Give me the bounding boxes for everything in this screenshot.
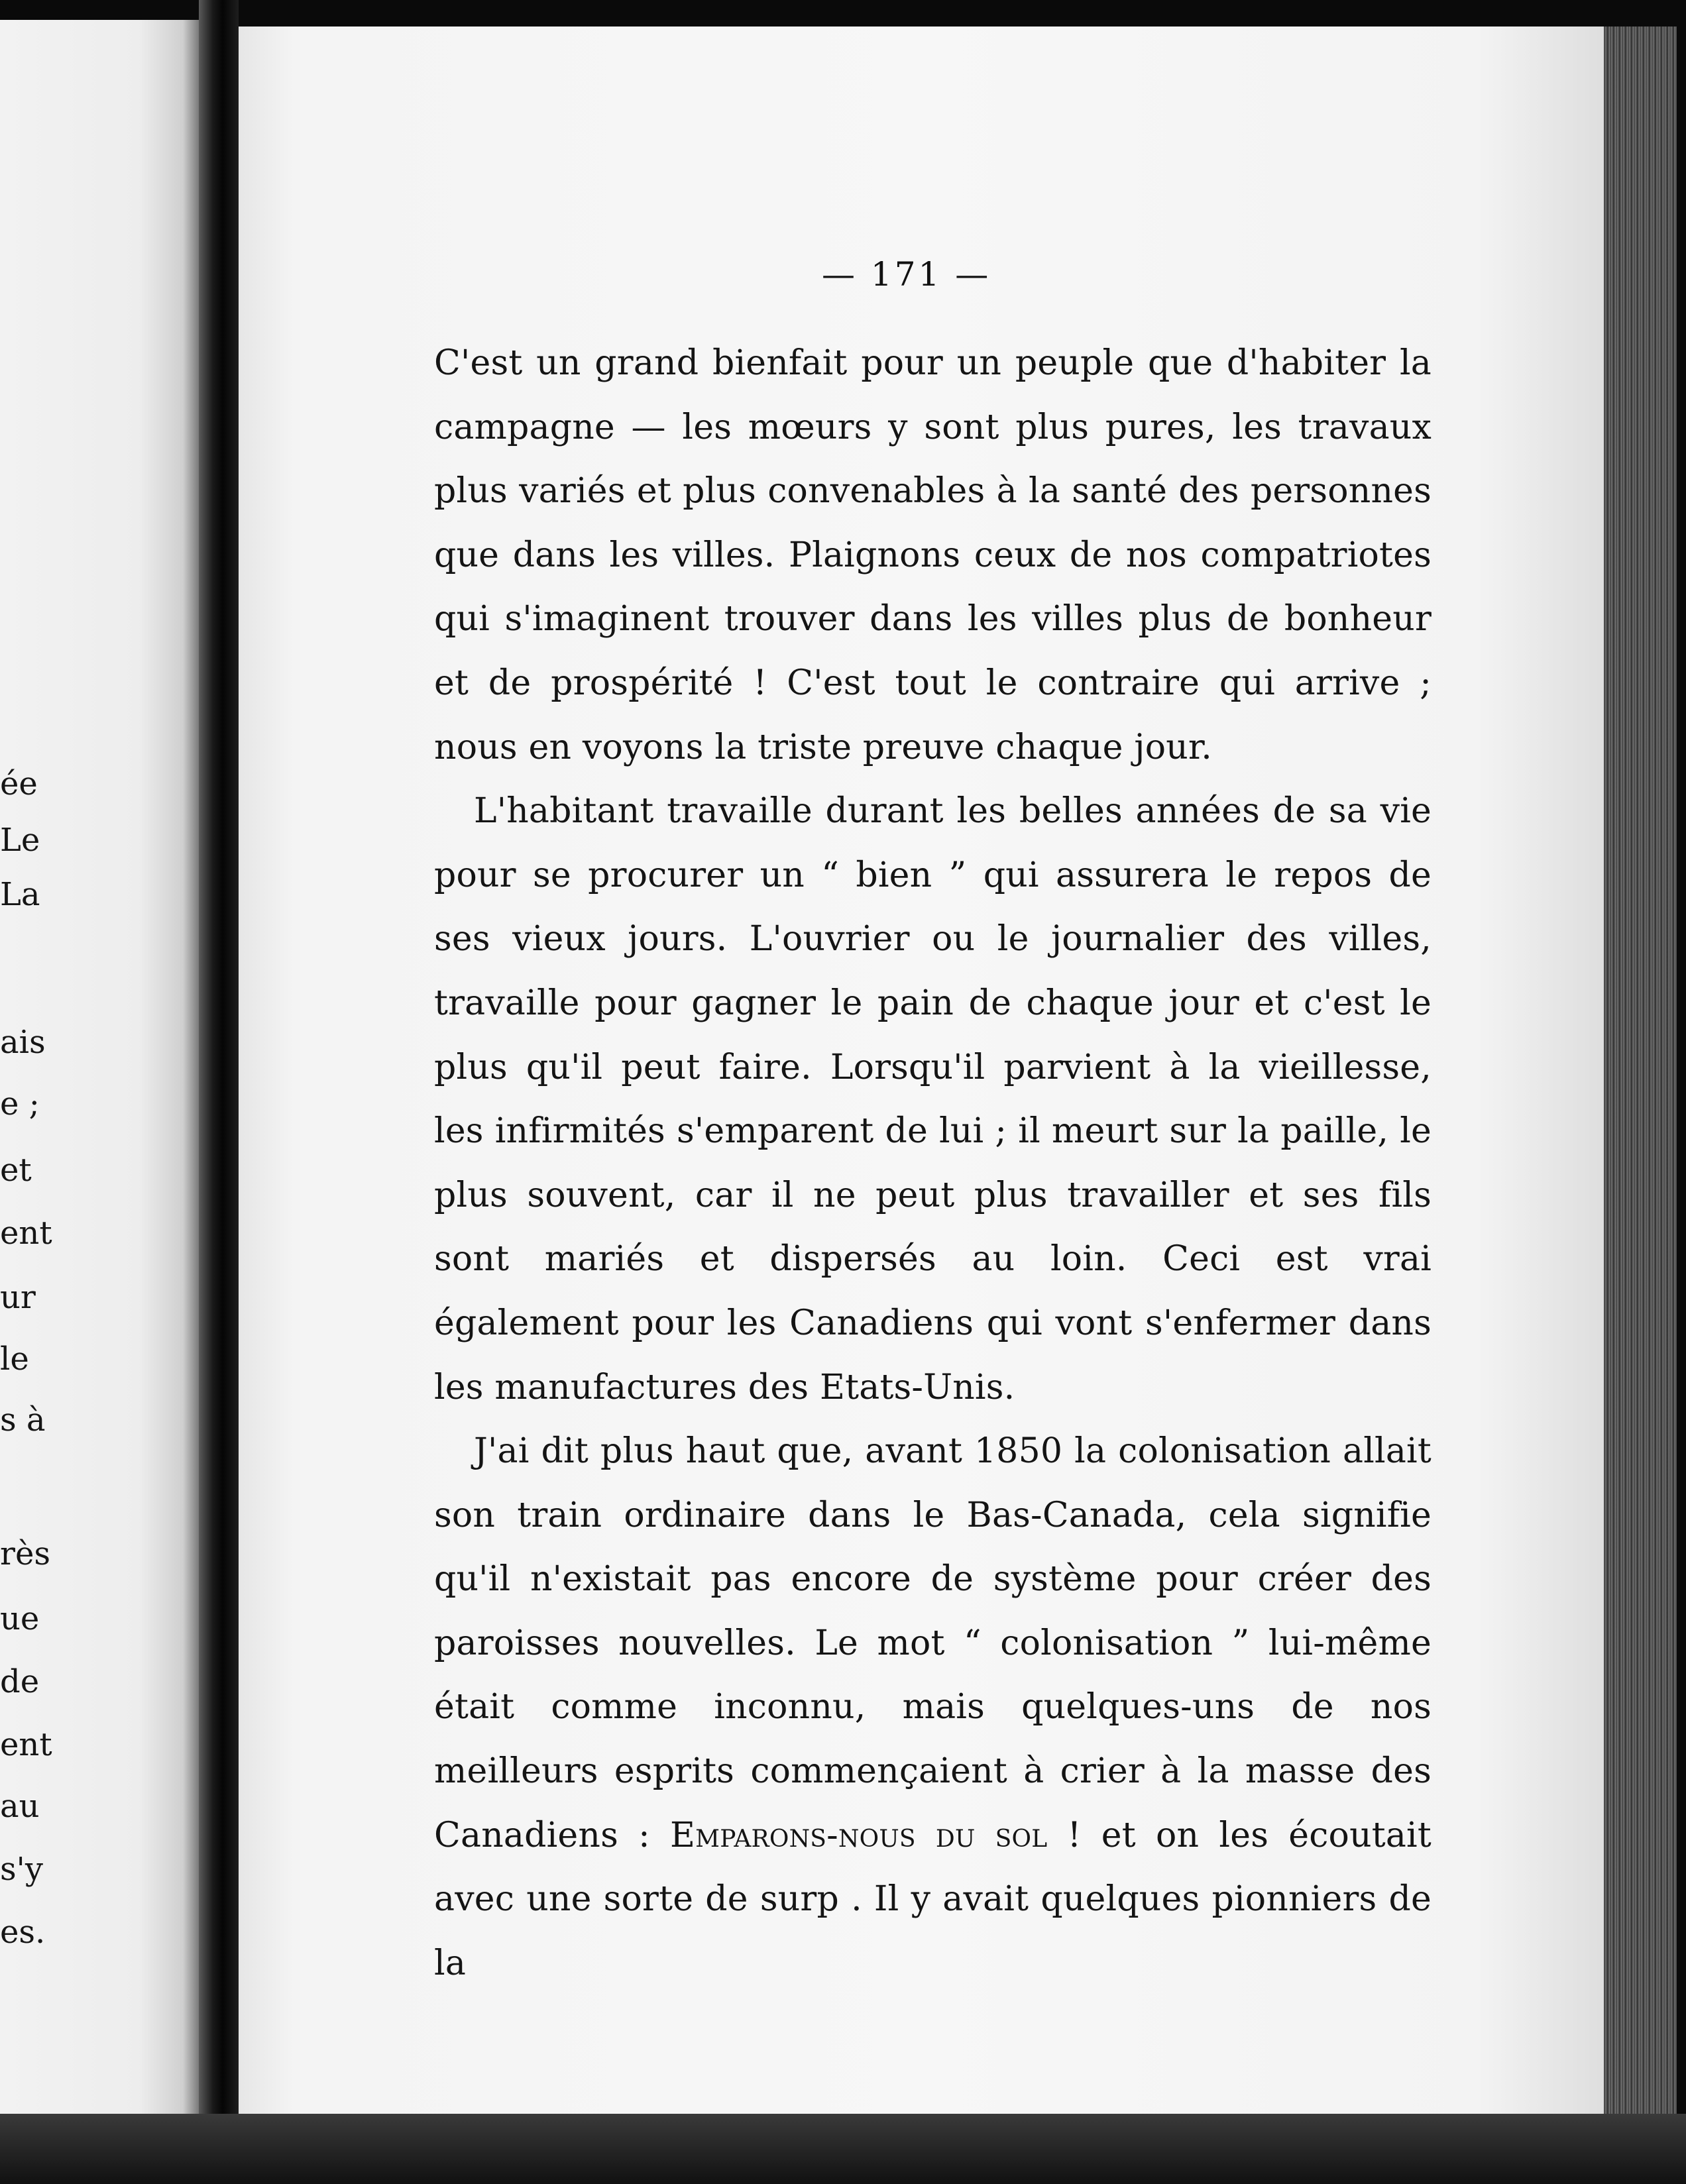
facing-page-fragment: ur [0, 1279, 36, 1316]
facing-page-fragment: Le [0, 822, 40, 859]
paragraph [434, 1419, 1432, 1995]
paragraph: C'est un grand bienfait pour un peuple que d'habiter la campagne — les mœurs y sont plus pures, les travaux plus variés et plus convenables à la santé des personnes que dans les villes. Plaignons ceux de nos compatriotes qui s'imaginent trouver dans les villes plus de bonheur et de prospérité ! C'est tout le contraire qui arrive ; nous en voyons la triste preuve chaque jour. [434, 343, 1432, 767]
facing-page-fragment: au [0, 1788, 40, 1825]
book-gutter [199, 0, 239, 2184]
paragraph-text: J'ai dit plus haut que, avant 1850 la colonisation allait son train ordinaire dans le Bas-Canada, cela signifie qu'il n'existait pas encore de système pour créer des paroisses nouvelles. Le mot “ colonisation ” lui-même était comme inconnu, mais quelques-uns de nos meilleurs esprits commençaient à crier à la masse des Canadiens : [434, 1431, 1432, 1855]
facing-page-fragment: de [0, 1663, 40, 1700]
facing-page-fragment: s à [0, 1401, 46, 1439]
facing-page-fragment: rès [0, 1535, 50, 1572]
emphasis-text: Emparons-nous du sol [670, 1815, 1048, 1855]
facing-page-fragment: La [0, 876, 40, 913]
page-number: — 171 — [822, 255, 991, 294]
scan-bottom-edge [0, 2114, 1686, 2184]
facing-page-fragment: ent [0, 1215, 52, 1252]
facing-page-fragment: es. [0, 1914, 46, 1951]
facing-page [0, 20, 199, 2134]
page-body [434, 331, 1432, 1995]
facing-page-fragment: et [0, 1152, 32, 1189]
facing-page-fragment: s'y [0, 1851, 43, 1888]
facing-page-fragment: ais [0, 1024, 46, 1061]
facing-page-fragment: le [0, 1340, 29, 1378]
paragraph: L'habitant travaille durant les belles années de sa vie pour se procurer un “ bien ” qui assurera le repos de ses vieux jours. L'ouvrier ou le journalier des villes, travaille pour gagner le pain de chaque jour et c'est le plus qu'il peut faire. Lorsqu'il parvient à la vieillesse, les infirmités s'emparent de lui ; il meurt sur la paille, le plus souvent, car il ne peut plus travailler et ses fils sont mariés et dispersés au loin. Ceci est vrai également pour les Canadiens qui vont s'enfermer dans les manufactures des Etats-Unis. [434, 791, 1432, 1407]
paragraph-text: ! et on les écoutait avec une sorte de surp . Il y avait quelques pionniers de la [434, 1815, 1432, 1983]
facing-page-fragment: ent [0, 1726, 52, 1763]
facing-page-fragment: ue [0, 1600, 40, 1637]
facing-page-fragment: ée [0, 765, 38, 802]
facing-page-fragment: e ; [0, 1085, 40, 1122]
page-edges [1604, 27, 1677, 2147]
